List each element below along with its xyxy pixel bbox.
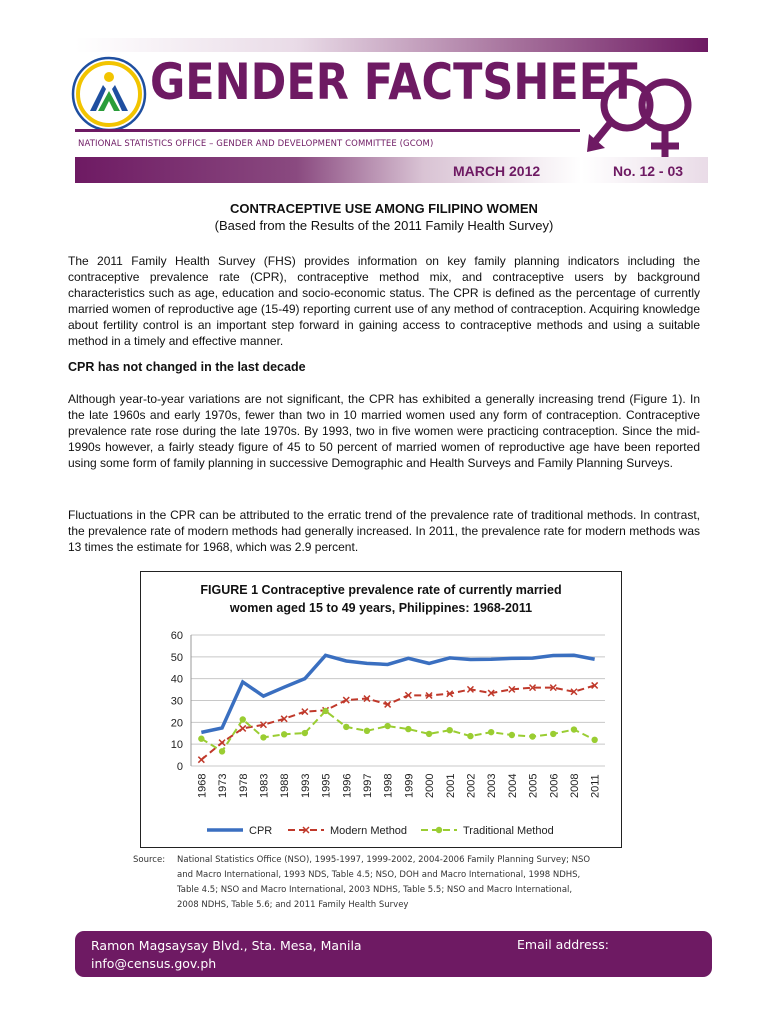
data-point-marker	[550, 731, 556, 737]
series-line	[201, 711, 594, 751]
data-point-marker	[198, 736, 204, 742]
data-point-marker	[488, 729, 494, 735]
y-tick-label: 60	[170, 630, 183, 642]
x-tick-label: 1978	[237, 773, 250, 798]
legend-label: Modern Method	[330, 825, 408, 837]
x-tick-label: 2001	[444, 773, 457, 798]
data-point-marker	[260, 734, 266, 740]
source-line: 2008 NDHS, Table 5.6; and 2011 Family Health Survey	[177, 900, 409, 910]
x-tick-label: 1988	[279, 773, 292, 798]
chart-title-line-2: women aged 15 to 49 years, Philippines: 1968-2011	[229, 601, 533, 615]
x-tick-label: 2000	[424, 773, 437, 798]
footer-bar	[75, 931, 712, 977]
x-tick-label: 2005	[527, 773, 540, 798]
intro-paragraph: The 2011 Family Health Survey (FHS) provides information on key family planning indicators including the contraceptive prevalence rate (CPR), contraceptive method mix, and contraceptive users by background characteristics such as age, education and socio-economic status. The CPR is defined as the percentage of currently married women of reproductive age (15-49) reporting current use of any method of contraception. Acquiring knowledge about fertility control is an important step forward in gaining access to contraceptive methods and using a suitable method in a timely and effective manner.	[68, 254, 700, 348]
data-point-marker	[240, 725, 246, 731]
data-point-marker	[509, 732, 515, 738]
data-point-marker	[467, 733, 473, 739]
issue-date: MARCH 2012	[453, 163, 541, 179]
x-tick-label: 1998	[382, 773, 395, 798]
legend-item	[421, 825, 554, 837]
footer-email-label: Email address:	[517, 937, 609, 952]
data-point-marker	[322, 708, 328, 714]
series-line	[201, 655, 594, 732]
y-tick-label: 20	[170, 717, 183, 730]
paragraph-trend: Although year-to-year variations are not significant, the CPR has exhibited a generally increasing trend (Figure 1). In the late 1960s and early 1970s, fewer than two in 10 married women used any form of contraception. Contraceptive prevalence rate rose during the late 1970s. By 1993, two in five women were practicing contraception. Since the mid-1990s however, a fairly steady figure of 45 to 50 percent of married women of reproductive age have been reported using some form of family planning in successive Demographic and Health Surveys and Family Planning Surveys.	[68, 392, 700, 470]
x-tick-label: 2011	[589, 774, 602, 798]
data-point-marker	[281, 731, 287, 737]
x-tick-label: 1996	[341, 773, 354, 798]
data-point-marker	[240, 716, 246, 722]
chart-title-line-1: FIGURE 1 Contraceptive prevalence rate of currently married	[200, 583, 562, 597]
figure-1-chart	[140, 571, 622, 848]
x-tick-label: 1993	[299, 773, 312, 798]
x-tick-label: 2002	[465, 773, 478, 798]
x-tick-label: 1983	[258, 773, 271, 798]
gender-symbols-icon	[585, 60, 710, 170]
data-point-marker	[591, 737, 597, 743]
y-tick-label: 40	[170, 673, 183, 686]
legend-item	[207, 825, 272, 837]
y-tick-label: 0	[176, 761, 183, 773]
x-tick-label: 2008	[568, 773, 581, 798]
x-tick-label: 1973	[217, 773, 230, 798]
source-line: and Macro International, 1993 NDS, Table 4.5; NSO, DOH and Macro International, 1998 NDHS,	[177, 870, 581, 880]
data-point-marker	[302, 730, 308, 736]
x-tick-label: 1995	[320, 773, 333, 798]
data-point-marker	[447, 727, 453, 733]
data-point-marker	[384, 723, 390, 729]
y-tick-label: 10	[170, 739, 183, 752]
paragraph-fluctuations: Fluctuations in the CPR can be attributed to the erratic trend of the prevalence rate of traditional methods. In contrast, the prevalence rate of modern methods had generally increased. In 2011, the prevalence rate for modern methods was 13 times the estimate for 1968, which was 2.9 percent.	[68, 508, 700, 554]
document-subtitle: (Based from the Results of the 2011 Family Health Survey)	[214, 218, 554, 233]
source-line: Table 4.5; NSO and Macro International, 2003 NDHS, Table 5.5; NSO and Macro International,	[177, 885, 573, 895]
x-tick-label: 1999	[403, 773, 416, 798]
section-heading: CPR has not changed in the last decade	[68, 360, 306, 374]
source-text	[177, 853, 687, 913]
data-point-marker	[219, 740, 225, 746]
data-point-marker	[405, 726, 411, 732]
organization-name: NATIONAL STATISTICS OFFICE – GENDER AND DEVELOPMENT COMMITTEE (GCOM)	[78, 139, 434, 149]
x-tick-label: 2003	[486, 773, 499, 798]
header-rule	[75, 129, 580, 132]
factsheet-title: GENDER FACTSHEET	[150, 53, 638, 111]
source-line: National Statistics Office (NSO), 1995-1997, 1999-2002, 2004-2006 Family Planning Survey; NSO	[177, 855, 591, 865]
data-point-marker	[343, 724, 349, 730]
x-tick-label: 2006	[548, 773, 561, 798]
footer-address: Ramon Magsaysay Blvd., Sta. Mesa, Manila	[91, 938, 362, 953]
legend-label: Traditional Method	[463, 825, 554, 837]
source-label: Source:	[133, 855, 166, 865]
y-tick-label: 30	[170, 695, 183, 708]
data-point-marker	[219, 748, 225, 754]
data-point-marker	[364, 728, 370, 734]
footer-address-block	[91, 937, 362, 973]
x-tick-label: 1997	[361, 773, 374, 798]
data-point-marker	[426, 731, 432, 737]
data-point-marker	[529, 733, 535, 739]
chart-svg	[141, 572, 621, 847]
legend-item	[288, 825, 407, 837]
x-tick-label: 2004	[506, 773, 519, 798]
x-tick-label: 1968	[196, 773, 209, 798]
legend-label: CPR	[249, 825, 273, 837]
footer-email[interactable]: info@census.gov.ph	[91, 956, 217, 971]
data-point-marker	[198, 757, 204, 763]
document-title: CONTRACEPTIVE USE AMONG FILIPINO WOMEN	[230, 201, 538, 216]
header-top-bar	[75, 38, 708, 52]
issue-number: No. 12 - 03	[613, 163, 684, 179]
nso-logo	[70, 55, 148, 133]
y-tick-label: 50	[170, 651, 183, 664]
data-point-marker	[571, 726, 577, 732]
